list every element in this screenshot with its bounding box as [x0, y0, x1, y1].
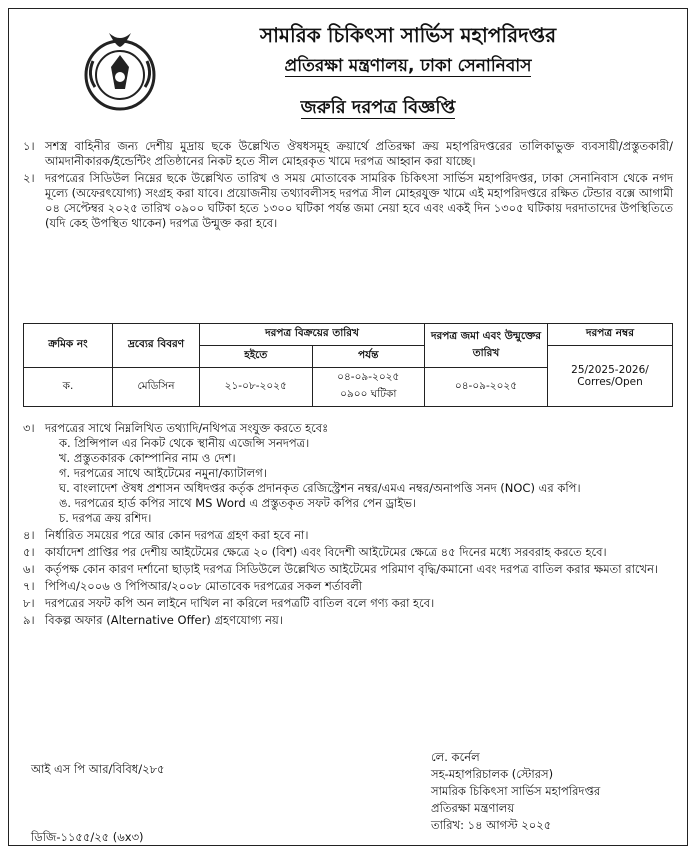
paragraph-7: ৭। পিপিএ/২০০৬ ও পিপিআর/২০০৮ মোতাবেক দরপত্রের সকল শর্তাবলী — [23, 579, 363, 593]
signer-ministry: প্রতিরক্ষা মন্ত্রণালয় — [431, 801, 515, 815]
doc-item: গ. দরপত্রের সাথে আইটেমের নমুনা/ক্যাটালগ। — [59, 466, 267, 480]
ispr-reference: আই এস পি আর/বিবিধ/২৮৫ — [31, 762, 165, 776]
cell-item: মেডিসিন — [113, 368, 200, 407]
notice-title: জরুরি দরপত্র বিজ্ঞপ্তি — [300, 97, 456, 118]
cell-tender-no: 25/2025-2026/ Corres/Open — [548, 346, 673, 407]
header-item: দ্রব্যের বিবরণ — [113, 324, 200, 368]
notice-date: তারিখ: ১৪ আগস্ট ২০২৫ — [431, 818, 552, 832]
doc-item: চ. দরপত্র ক্রয় রশিদ। — [59, 511, 152, 525]
intro-paragraphs — [23, 139, 673, 233]
signer-rank: লে. কর্নেল — [431, 750, 480, 764]
signer-designation: সহ-মহাপরিচালক (স্টোরস) — [431, 767, 554, 781]
notice-page — [8, 8, 688, 846]
header-to: পর্যন্ত — [312, 346, 425, 368]
header-submit-date: দরপত্র জমা এবং উন্মুক্তের তারিখ — [425, 324, 548, 368]
tender-table — [23, 323, 673, 407]
paragraph-8: ৮। দরপত্রের সফট কপি অন লাইনে দাখিল না করিলে দরপত্রটি বাতিল বলে গণ্য করা হবে। — [23, 596, 435, 610]
paragraph-2: ২। দরপত্রের সিডিউল নিম্নের ছকে উল্লেখিত তারিখ ও সময় মোতাবেক সামরিক চিকিৎসা সার্ভিস মহাপরিদপ্তর, ঢাকা সেনানিবাস থেকে নগদ মূল্যে (অফেরৎযোগ্য) সংগ্রহ করা যাবে। প্রয়োজনীয় তথ্যাবলীসহ দরপত্র সীল মোহরযুক্ত খামে এই মহাপরিদপ্তরে রক্ষিত টেন্ডার বক্সে আগামী ০৪ সেপ্টেম্বর ২০২৫ তারিখ ০৯০০ ঘটিকা হতে ১৩০০ ঘটিকা পর্যন্ত জমা নেয়া হবে এবং একই দিন ১৩০৫ ঘটিকায় দরদাতাদের উপস্থিতিতে (যদি কেহ উপস্থিত থাকেন) দরপত্র উন্মুক্ত করা হবে। — [23, 171, 673, 230]
doc-item: ক. প্রিন্সিপাল এর নিকট থেকে স্থানীয় এজেন্সি সনদপত্র। — [59, 436, 310, 450]
header-tender-no: দরপত্র নম্বর — [548, 324, 673, 346]
header-sale-date: দরপত্র বিক্রয়ের তারিখ — [200, 324, 425, 346]
doc-item: ঘ. বাংলাদেশ ঔষধ প্রশাসন অধিদপ্তর কর্তৃক প্রদানকৃত রেজিস্ট্রেশন নম্বর/এমএ নম্বর/অনাপত্তি সনদ (NOC) এর কপি। — [59, 481, 581, 495]
doc-item: ঙ. দরপত্রের হার্ড কপির সাথে MS Word এ প্রস্তুতকৃত সফট কপির পেন ড্রাইভ। — [59, 496, 417, 510]
doc-item: খ. প্রস্তুতকারক কোম্পানির নাম ও দেশ। — [59, 451, 236, 465]
paragraph-9: ৯। বিকল্প অফার (Alternative Offer) গ্রহণযোগ্য নয়। — [23, 613, 283, 627]
header-from: হইতে — [200, 346, 313, 368]
cell-from: ২১-০৮-২০২৫ — [200, 368, 313, 407]
ministry-title: প্রতিরক্ষা মন্ত্রণালয়, ঢাকা সেনানিবাস — [284, 56, 532, 76]
signature-block — [431, 749, 600, 834]
cell-submit: ০৪-০৯-২০২৫ — [425, 368, 548, 407]
signer-office: সামরিক চিকিৎসা সার্ভিস মহাপরিদপ্তর — [431, 784, 601, 798]
cell-serial: ক. — [24, 368, 113, 407]
paragraph-3: ৩। দরপত্রের সাথে নিম্নলিখিত তথ্যাদি/নথিপত্র সংযুক্ত করতে হবেঃ ক. প্রিন্সিপাল এর নিকট থেকে স্থানীয় এজেন্সি সনদপত্র। খ. প্রস্তুতকারক কোম্পানির নাম ও দেশ। গ. দরপত্রের সাথে আইটেমের নমুনা/ক্যাটালগ। ঘ. বাংলাদেশ ঔষধ প্রশাসন অধিদপ্তর কর্তৃক প্রদানকৃত রেজিস্ট্রেশন নম্বর/এমএ নম্বর/অনাপত্তি সনদ (NOC) এর কপি। ঙ. দরপত্রের হার্ড কপির সাথে MS Word এ প্রস্তুতকৃত সফট কপির পেন ড্রাইভ। চ. দরপত্র ক্রয় রশিদ। — [23, 421, 673, 526]
paragraph-6: ৬। কর্তৃপক্ষ কোন কারণ দর্শানো ছাড়াই দরপত্র সিডিউলে উল্লেখিত আইটেমের পরিমাণ বৃদ্ধি/কমানো এবং দরপত্র বাতিল করার ক্ষমতা রাখেন। — [23, 562, 659, 576]
dg-reference: ডিজি-১১৫৫/২৫ (৬x৩) — [31, 830, 144, 844]
paragraph-4: ৪। নির্ধারিত সময়ের পরে আর কোন দরপত্র গ্রহণ করা হবে না। — [23, 528, 309, 542]
paragraph-1: ১। সশস্ত্র বাহিনীর জন্য দেশীয় মুদ্রায় ছকে উল্লেখিত ঔষধসমূহ ক্রয়ার্থে প্রতিরক্ষা ক্রয় মহাপরিদপ্তরের তালিকাভুক্ত ব্যবসায়ী/প্রস্তুতকারী/আমদানীকারক/ইন্ডেন্টিং প্রতিষ্ঠানের নিকট হতে সীল মোহরকৃত খামে দরপত্র আহ্বান করা যাচ্ছে। — [23, 139, 673, 168]
header-serial: ক্রমিক নং — [24, 324, 113, 368]
org-title: সামরিক চিকিৎসা সার্ভিস মহাপরিদপ্তর — [259, 23, 557, 47]
paragraph-5: ৫। কার্যাদেশ প্রাপ্তির পর দেশীয় আইটেমের ক্ষেত্রে ২০ (বিশ) এবং বিদেশী আইটেমের ক্ষেত্রে ৪৫ দিনের মধ্যে সরবরাহ করতে হবে। — [23, 545, 607, 559]
cell-to: ০৪-০৯-২০২৫ ০৯০০ ঘটিকা — [312, 368, 425, 407]
conditions — [23, 421, 673, 630]
header — [9, 13, 687, 118]
